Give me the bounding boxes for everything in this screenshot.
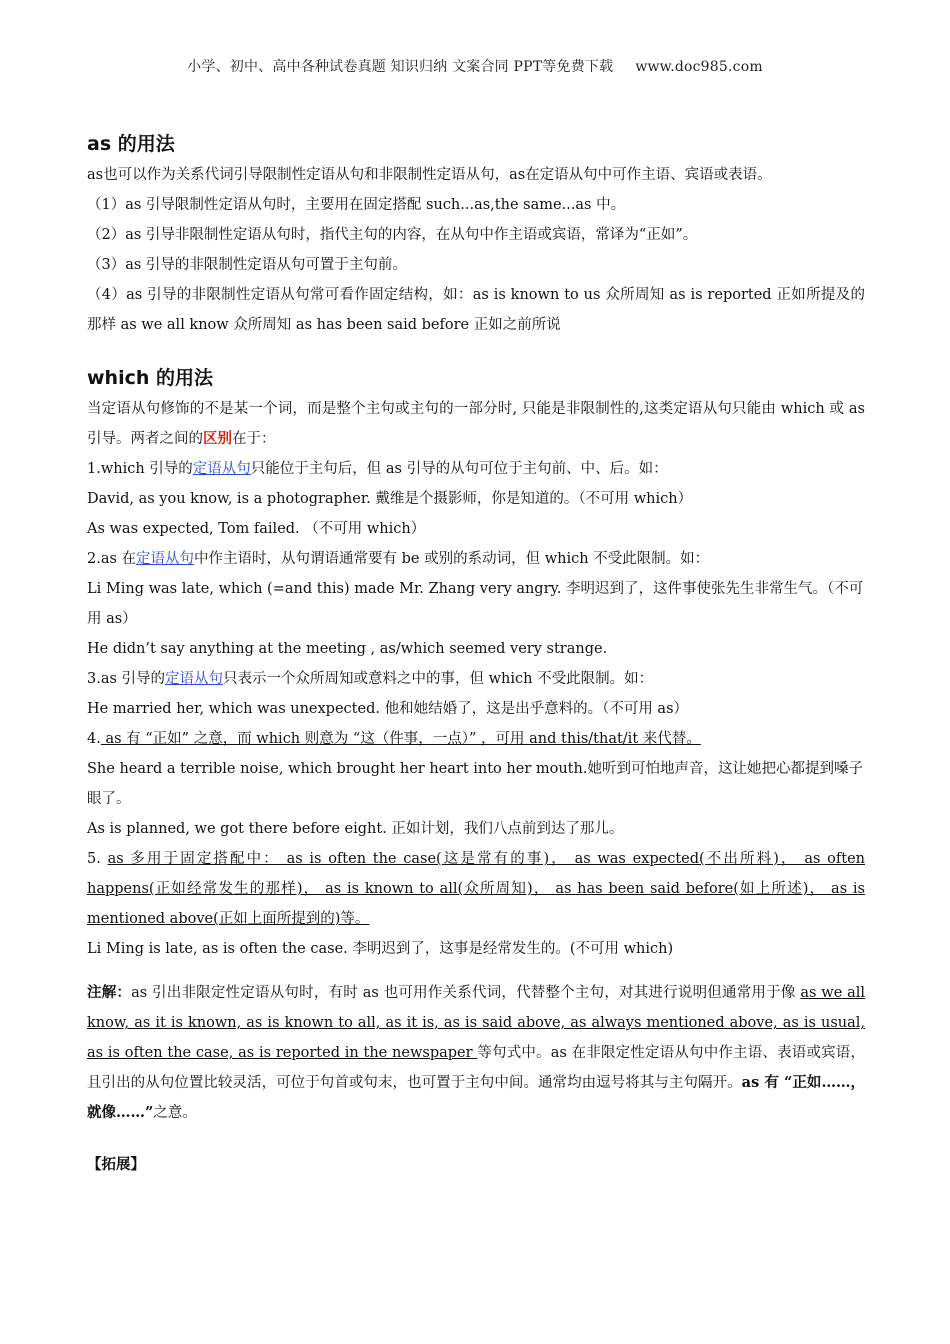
attributive-clause-link-1[interactable]: 定语从句 [192, 461, 251, 477]
example-5: He married her, which was unexpected. 他和她结婚了，这是出乎意料的。（不可用 as） [87, 701, 689, 717]
point-1-text-b: 只能位于主句后，但 as 引导的从句可位于主句前、中、后。如： [250, 461, 668, 477]
as-item-1: （1）as 引导限制性定语从句时，主要用在固定搭配 such...as,the same...as 中。 [87, 197, 626, 213]
note-bold-meaning: as 有 “正如……， 就像……” [87, 1074, 866, 1121]
note-text-a: as 引出非限定性定语从句时，有时 as 也可用作关系代词，代替整个主句，对其进行说明但通常用于像 [131, 985, 801, 1001]
point-4 [87, 724, 865, 754]
heading-which-usage: which 的用法 [87, 367, 213, 389]
header-url: www.doc985.com [635, 59, 763, 75]
as-item-2: （2）as 引导非限制性定语从句时，指代主句的内容，在从句中作主语或宾语，常译为“正如”。 [87, 227, 698, 243]
example-7: As is planned, we got there before eight. 正如计划，我们八点前到达了那儿。 [87, 821, 624, 837]
heading-as-usage: as 的用法 [87, 133, 175, 155]
point-5-underlined: as 多用于固定搭配中： as is often the case(这是常有的事)， as was expected(不出所料)， as often happens(正如经常发生的那样)， as is known to all(众所周知)， as has been said before(如上所述)， as is mentioned above(正如上面所提到的)等。 [87, 851, 865, 927]
point-5 [87, 844, 865, 934]
header-text: 小学、初中、高中各种试卷真题 知识归纳 文案合同 PPT等免费下载 [187, 59, 614, 75]
document-body [87, 128, 865, 1180]
point-3 [87, 664, 865, 694]
attributive-clause-link-2[interactable]: 定语从句 [136, 551, 195, 567]
as-item-3: （3）as 引导的非限制性定语从句可置于主句前。 [87, 257, 407, 273]
point-2 [87, 544, 865, 574]
example-8: Li Ming is late, as is often the case. 李明迟到了，这事是经常发生的。(不可用 which) [87, 941, 674, 957]
note-text-c: 之意。 [153, 1105, 197, 1121]
point-2-text-b: 中作主语时，从句谓语通常要有 be 或别的系动词，但 which 不受此限制。如： [194, 551, 710, 567]
example-4: He didn’t say anything at the meeting , as/which seemed very strange. [87, 641, 608, 657]
point-4-number: 4. [87, 731, 101, 747]
example-2: As was expected, Tom failed. （不可用 which） [87, 521, 426, 537]
point-4-underlined: as 有 “正如” 之意，而 which 则意为 “这（件事，一点）” ，可用 and this/that/it 来代替。 [100, 731, 701, 747]
point-2-text-a: 2.as 在 [87, 551, 137, 567]
point-3-text-a: 3.as 引导的 [87, 671, 166, 687]
difference-keyword: 区别 [203, 430, 232, 447]
which-intro [87, 394, 865, 454]
as-item-4: （4）as 引导的非限制性定语从句常可看作固定结构，如：as is known to us 众所周知 as is reported 正如所提及的那样 as we all know 众所周知 as has been said before 正如之前所说 [87, 287, 865, 333]
attributive-clause-link-3[interactable]: 定语从句 [165, 671, 224, 687]
expand-heading: 【拓展】 [87, 1156, 145, 1173]
point-1 [87, 454, 865, 484]
as-intro: as也可以作为关系代词引导限制性定语从句和非限制性定语从句，as在定语从句中可作主语、宾语或表语。 [87, 167, 772, 183]
note-paragraph [87, 978, 865, 1128]
example-1: David, as you know, is a photographer. 戴维是个摄影师，你是知道的。（不可用 which） [87, 491, 693, 507]
which-intro-a: 当定语从句修饰的不是某一个词，而是整个主句或主句的一部分时, 只能是非限制性的,这类定语从句只能由 which 或 as 引导。两者之间的 [87, 401, 865, 447]
point-1-text-a: 1.which 引导的 [87, 461, 193, 477]
note-text-b: 等句式中。as 在非限定性定语从句中作主语、表语或宾语，且引出的从句位置比较灵活，可位于句首或句末，也可置于主句中间。通常均由逗号将其与主句隔开。 [87, 1045, 865, 1091]
point-5-number: 5. [87, 851, 108, 867]
point-3-text-b: 只表示一个众所周知或意料之中的事，但 which 不受此限制。如： [223, 671, 654, 687]
page-header [0, 56, 950, 76]
example-3: Li Ming was late, which (=and this) made Mr. Zhang very angry. 李明迟到了，这件事使张先生非常生气。（不可用 as） [87, 581, 864, 627]
which-intro-b: 在于： [232, 431, 276, 447]
example-6: She heard a terrible noise, which brought her heart into her mouth.她听到可怕地声音，这让她把心都提到嗓子眼了。 [87, 761, 863, 807]
note-label: 注解： [87, 984, 132, 1001]
note-underlined-phrases: as we all know, as it is known, as is known to all, as it is, as is said above, as always mentioned above, as is usual, as is often the case, as is reported in the newspaper [87, 985, 866, 1061]
